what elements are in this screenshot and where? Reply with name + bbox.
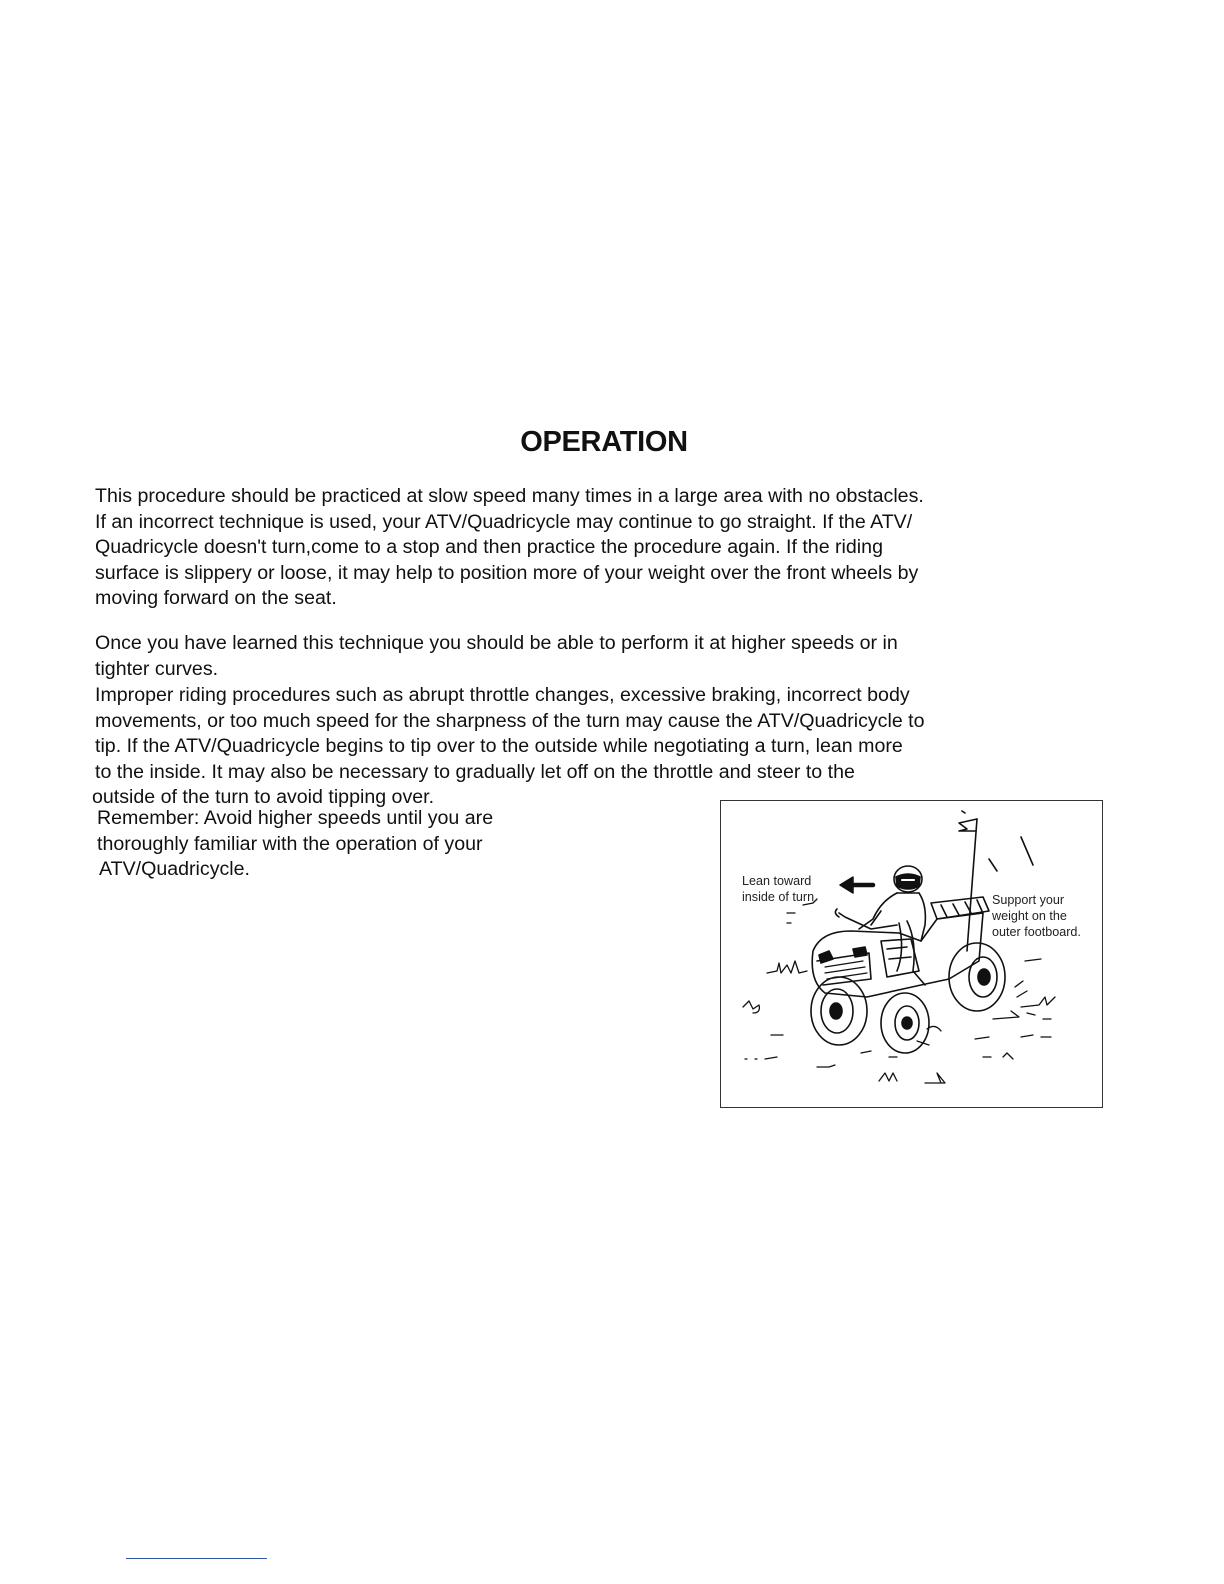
front-left-wheel: [811, 977, 867, 1045]
text-line: Improper riding procedures such as abrupt throttle changes, excessive braking, incorrect body: [95, 684, 910, 706]
rider-helmet-icon: [894, 866, 922, 892]
motion-line: [1021, 837, 1033, 865]
label-line: Support your: [992, 893, 1065, 907]
text-line: moving forward on the seat.: [95, 587, 337, 609]
text-line: Once you have learned this technique you should be able to perform it at higher speeds or in: [95, 632, 898, 654]
flag-icon: [959, 811, 977, 951]
motion-line: [989, 859, 997, 871]
text-line: tighter curves.: [95, 657, 219, 680]
arrow-left-icon: [840, 877, 873, 893]
text-line: ATV/Quadricycle.: [99, 858, 250, 880]
atv-body: [812, 913, 983, 997]
text-line: Quadricycle doesn't turn,come to a stop and then practice the procedure again. If the riding: [95, 536, 883, 558]
paragraph-technique: [95, 631, 898, 682]
label-line: outer footboard.: [992, 925, 1081, 939]
text-line: If an incorrect technique is used, your ATV/Quadricycle may continue to go straight. If the ATV/: [95, 510, 913, 533]
rear-wheel: [949, 943, 1005, 1011]
atv-turning-illustration: [720, 800, 1103, 1108]
text-line: This procedure should be practiced at slow speed many times in a large area with no obstacles.: [95, 485, 924, 507]
text-line: thoroughly familiar with the operation of your: [97, 832, 483, 855]
paragraph-remember: [97, 806, 493, 883]
paragraph-practice: [95, 484, 924, 612]
text-line: movements, or too much speed for the sharpness of the turn may cause the ATV/Quadricycle to: [95, 709, 925, 732]
atv-rider-drawing: [721, 801, 1102, 1107]
front-right-wheel: [881, 993, 929, 1053]
text-line: Remember: Avoid higher speeds until you are: [97, 807, 494, 829]
handlebar: [839, 913, 897, 929]
label-line: Lean toward: [742, 874, 812, 888]
label-line: weight on the: [992, 909, 1067, 923]
text-line: to the inside. It may also be necessary to gradually let off on the throttle and steer to the: [95, 760, 855, 783]
text-line: surface is slippery or loose, it may help to position more of your weight over the front wheels by: [95, 561, 919, 584]
footer-rule: [126, 1558, 267, 1559]
text-line: tip. If the ATV/Quadricycle begins to tip over to the outside while negotiating a turn, lean more: [95, 735, 903, 757]
label-line: inside of turn.: [742, 890, 818, 904]
paragraph-improper-riding: [92, 683, 925, 811]
label-support-weight: [992, 892, 1081, 940]
label-lean-toward: [742, 873, 818, 905]
text-line: outside of the turn to avoid tipping over.: [92, 786, 435, 808]
page-title: OPERATION: [520, 426, 688, 458]
